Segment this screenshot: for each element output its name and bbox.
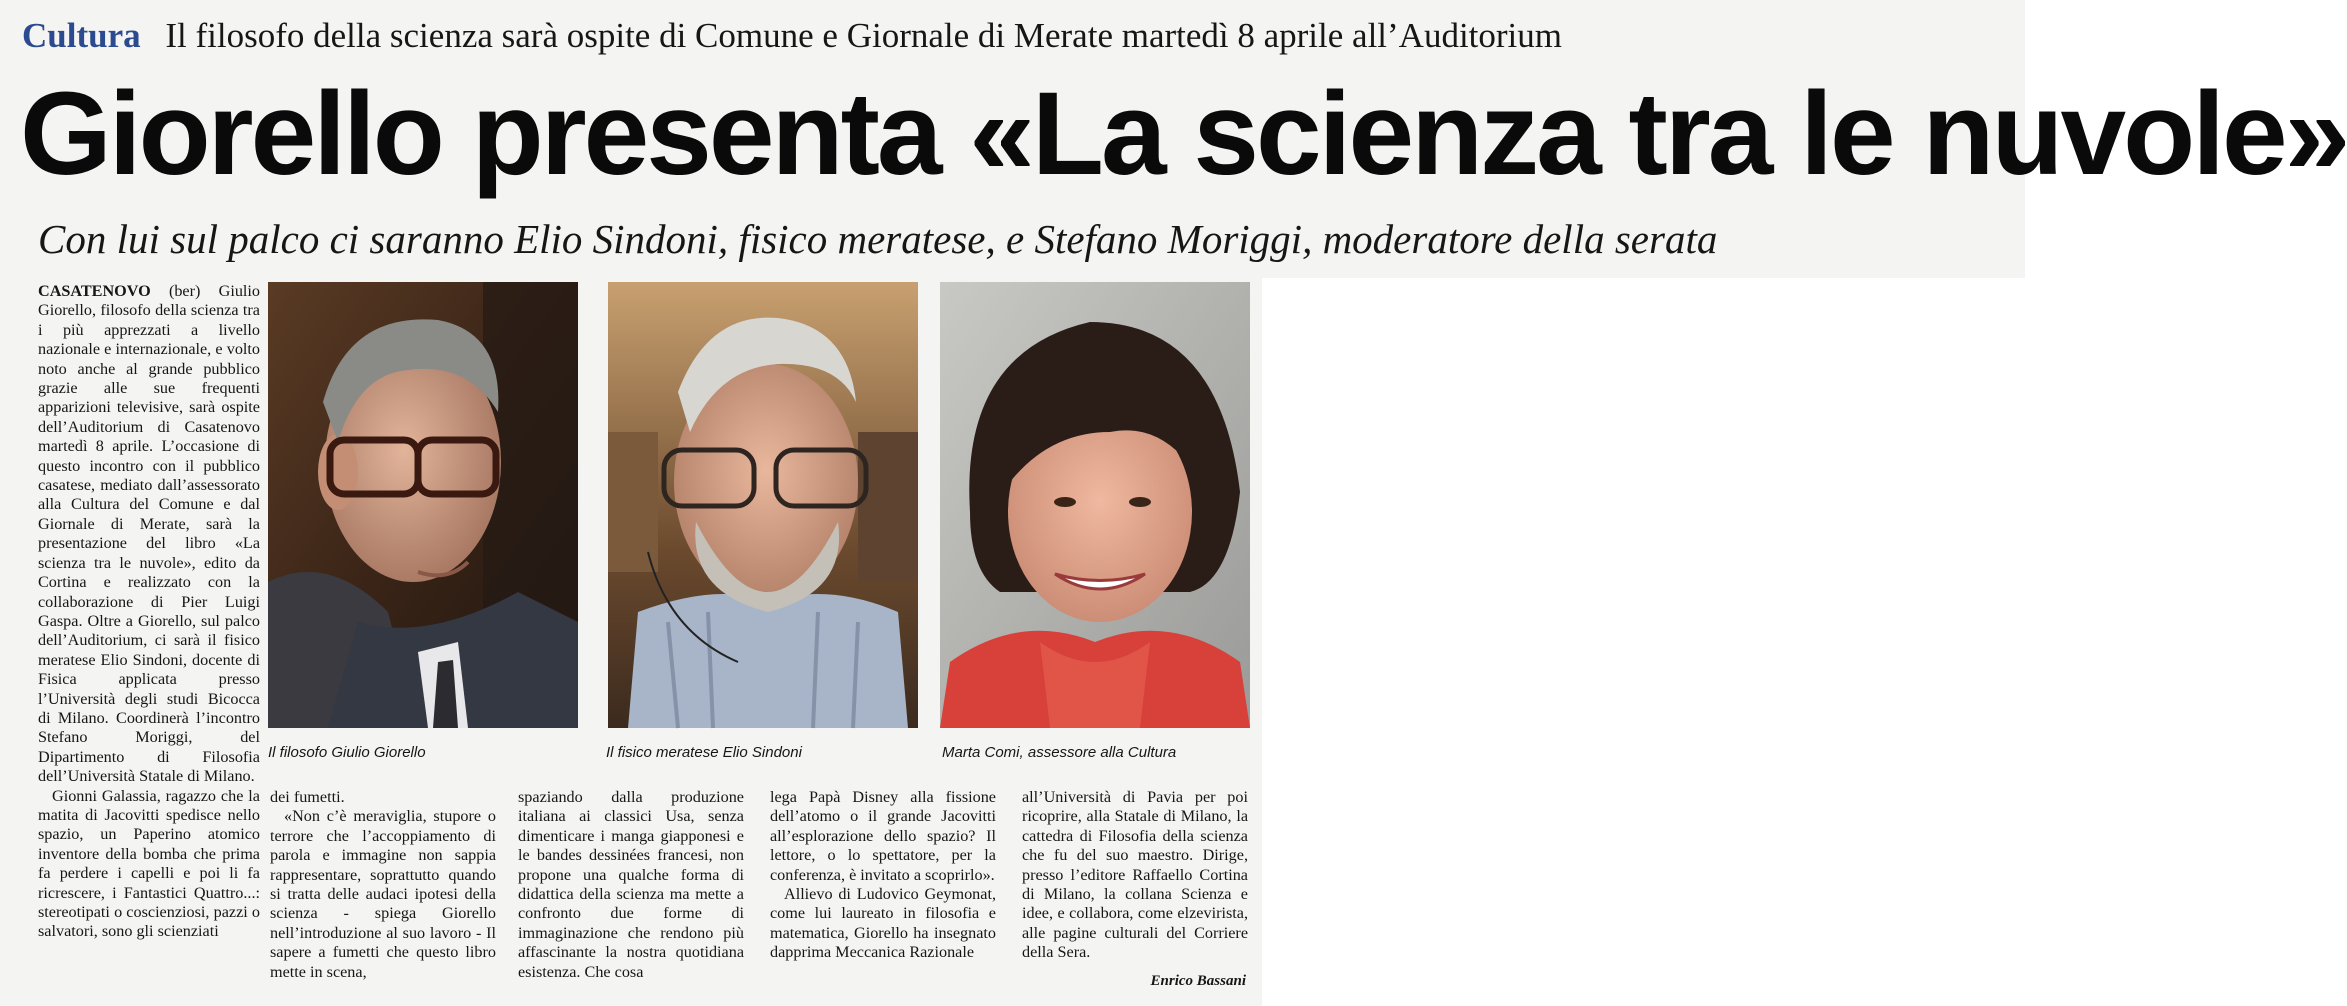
subheadline: Con lui sul palco ci saranno Elio Sindoni, fisico meratese, e Stefano Moriggi, moderatore della serata (38, 216, 1718, 262)
photo-caption-3: Marta Comi, assessore alla Cultura (942, 744, 1177, 761)
article-paragraph: all’Università di Pavia per poi ricoprire, alla Statale di Milano, la cattedra di Filosofia della scienza che fu del suo maestro. Dirige, presso l’editore Raffaello Cortina di Milano, la collana Scienza e idee, e collabora, come elzevirista, alle pagine culturali del Corriere della Sera. (1022, 788, 1248, 962)
article-paragraph: Allievo di Ludovico Geymonat, come lui laureato in filosofia e matematica, Giorello ha insegnato dapprima Meccanica Razionale (770, 885, 996, 962)
byline-tag: (ber) (168, 282, 201, 300)
photo-elio-sindoni (608, 282, 918, 728)
kicker-line (22, 12, 2017, 60)
article-paragraph: dei fumetti. (270, 788, 345, 806)
article-paragraph: lega Papà Disney alla fissione dell’atomo o il grande Jacovitti all’esplorazione dello spazio? Il lettore, o lo spettatore, per la conferenza, è invitato a scoprirlo». (770, 788, 996, 884)
photo-marta-comi (940, 282, 1250, 728)
photo-caption-1: Il filosofo Giulio Giorello (268, 744, 426, 761)
photo-giulio-giorello (268, 282, 578, 728)
kicker-text: Il filosofo della scienza sarà ospite di Comune e Giornale di Merate martedì 8 aprile all’Auditorium (165, 16, 1563, 55)
headline: Giorello presenta «La scienza tra le nuvole» (20, 68, 2347, 200)
article-paragraph: «Non c’è meraviglia, stupore o terrore che l’accoppiamento di parola e immagine non sappia rappresentare, soprattutto quando si tratta delle audaci ipotesi della scienza - spiega Giorello nell’introduzione al suo lavoro - Il sapere a fumetti che questo libro mette in scena, (270, 807, 496, 981)
article-paragraph: Gionni Galassia, ragazzo che la matita di Jacovitti spedisce nello spazio, un Paperino atomico inventore della bomba che prima fa perdere i capelli e poi li fa ricrescere, i Fantastici Quattro...: stereotipati o coscienziosi, pazzi o salvatori, sono gli scienziati (38, 786, 260, 941)
article-paragraph (38, 282, 260, 787)
article-column-2 (270, 788, 496, 982)
photo-caption-2: Il fisico meratese Elio Sindoni (606, 744, 802, 761)
dateline: CASATENOVO (38, 282, 151, 300)
article-column-1 (38, 282, 260, 942)
article-column-4 (770, 788, 996, 963)
author-signature: Enrico Bassani (1150, 973, 1246, 989)
section-tag: Cultura (22, 16, 141, 55)
article-paragraph: spaziando dalla produzione italiana ai classici Usa, senza dimenticare i manga giapponesi e le bandes dessinées francesi, non propone una qualche forma di didattica della scienza ma mette a confronto due forme di immaginazione che rendono più affascinante la nostra quotidiana esistenza. Che cosa (518, 788, 744, 981)
article-column-5 (1022, 788, 1248, 963)
article-column-3 (518, 788, 744, 982)
paragraph-text: Giulio Giorello, filosofo della scienza tra i più apprezzati a livello nazionale e internazionale, e volto noto anche al grande pubblico grazie alle sue frequenti apparizioni televisive, sarà ospite dell’Auditorium di Casatenovo martedì 8 aprile. L’occasione di questo incontro con il pubblico casatese, mediato dall’assessorato alla Cultura del Comune e dal Giornale di Merate, sarà la presentazione del libro «La scienza tra le nuvole», edito da Cortina e realizzato con la collaborazione di Pier Luigi Gaspa. Oltre a Giorello, sul palco dell’Auditorium, ci sarà il fisico meratese Elio Sindoni, docente di Fisica applicata presso l’Università degli studi Bicocca di Milano. Coordinerà l’incontro Stefano Moriggi, del Dipartimento di Filosofia dell’Università Statale di Milano. (38, 282, 260, 786)
